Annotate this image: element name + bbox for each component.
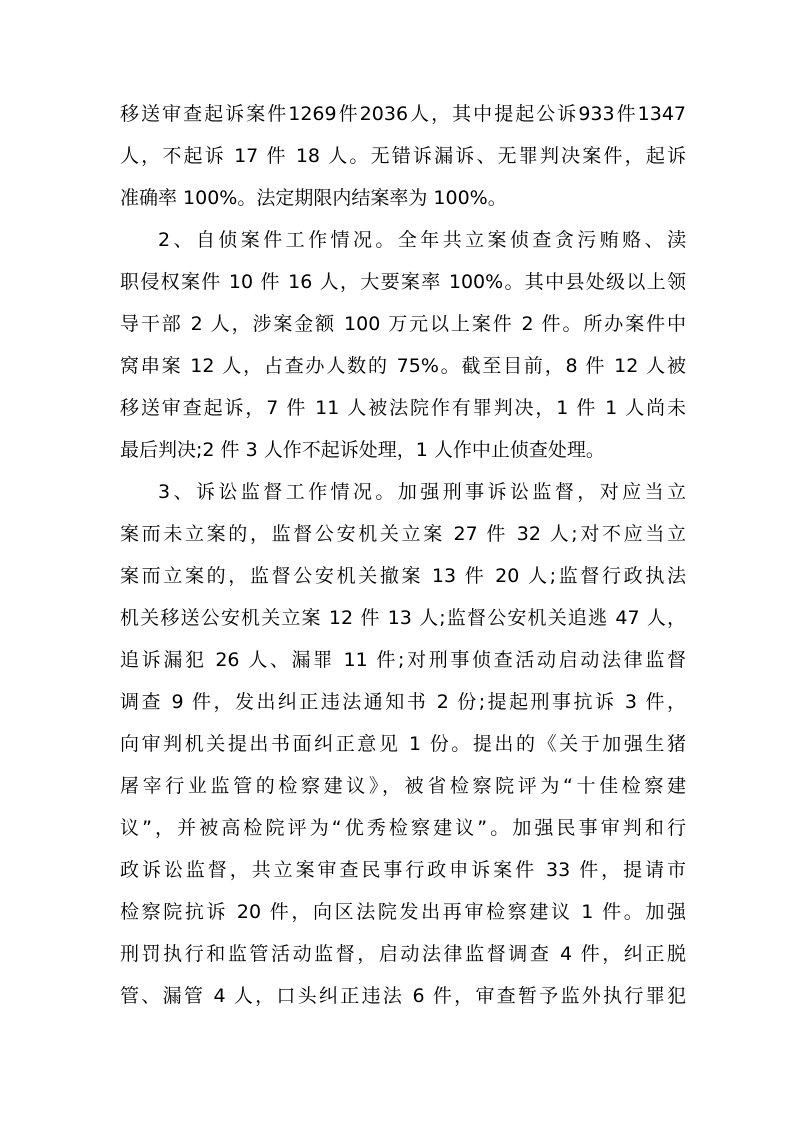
text-line: 政诉讼监督，共立案审查民事行政申诉案件 33 件，提请市 <box>120 859 686 881</box>
text-line: 人，不起诉 17 件 18 人。无错诉漏诉、无罪判决案件，起诉 <box>120 145 686 167</box>
text-line: 2、自侦案件工作情况。全年共立案侦查贪污贿赂、渎 <box>158 229 686 251</box>
text-line: 案而立案的，监督公安机关撤案 13 件 20 人;监督行政执法 <box>120 565 686 587</box>
text-line: 移送审查起诉，7 件 11 人被法院作有罪判决，1 件 1 人尚未 <box>120 397 686 419</box>
text-line: 移送审查起诉案件1269件2036人，其中提起公诉933件1347 <box>120 103 686 125</box>
text-line: 窝串案 12 人，占查办人数的 75%。截至目前，8 件 12 人被 <box>120 355 686 377</box>
text-line: 向审判机关提出书面纠正意见 1 份。提出的《关于加强生猪 <box>120 733 686 755</box>
text-line: 管、漏管 4 人，口头纠正违法 6 件，审查暂予监外执行罪犯 <box>120 985 686 1007</box>
text-line: 议”，并被高检院评为“优秀检察建议”。加强民事审判和行 <box>120 817 686 839</box>
text-line: 职侵权案件 10 件 16 人，大要案率 100%。其中县处级以上领 <box>120 271 686 293</box>
text-line: 刑罚执行和监管活动监督，启动法律监督调查 4 件，纠正脱 <box>120 943 686 965</box>
text-line: 最后判决;2 件 3 人作不起诉处理，1 人作中止侦查处理。 <box>120 439 605 461</box>
text-line: 机关移送公安机关立案 12 件 13 人;监督公安机关追逃 47 人， <box>120 607 686 629</box>
text-line: 3、诉讼监督工作情况。加强刑事诉讼监督，对应当立 <box>158 481 686 503</box>
text-line: 准确率 100%。法定期限内结案率为 100%。 <box>120 187 507 209</box>
text-line: 追诉漏犯 26 人、漏罪 11 件;对刑事侦查活动启动法律监督 <box>120 649 686 671</box>
text-line: 屠宰行业监管的检察建议》，被省检察院评为“十佳检察建 <box>120 775 686 797</box>
text-line: 案而未立案的，监督公安机关立案 27 件 32 人;对不应当立 <box>120 523 686 545</box>
document-body <box>120 93 686 1017</box>
text-line: 检察院抗诉 20 件，向区法院发出再审检察建议 1 件。加强 <box>120 901 686 923</box>
text-line: 导干部 2 人，涉案金额 100 万元以上案件 2 件。所办案件中 <box>120 313 686 335</box>
text-line: 调查 9 件，发出纠正违法通知书 2 份;提起刑事抗诉 3 件， <box>120 691 686 713</box>
